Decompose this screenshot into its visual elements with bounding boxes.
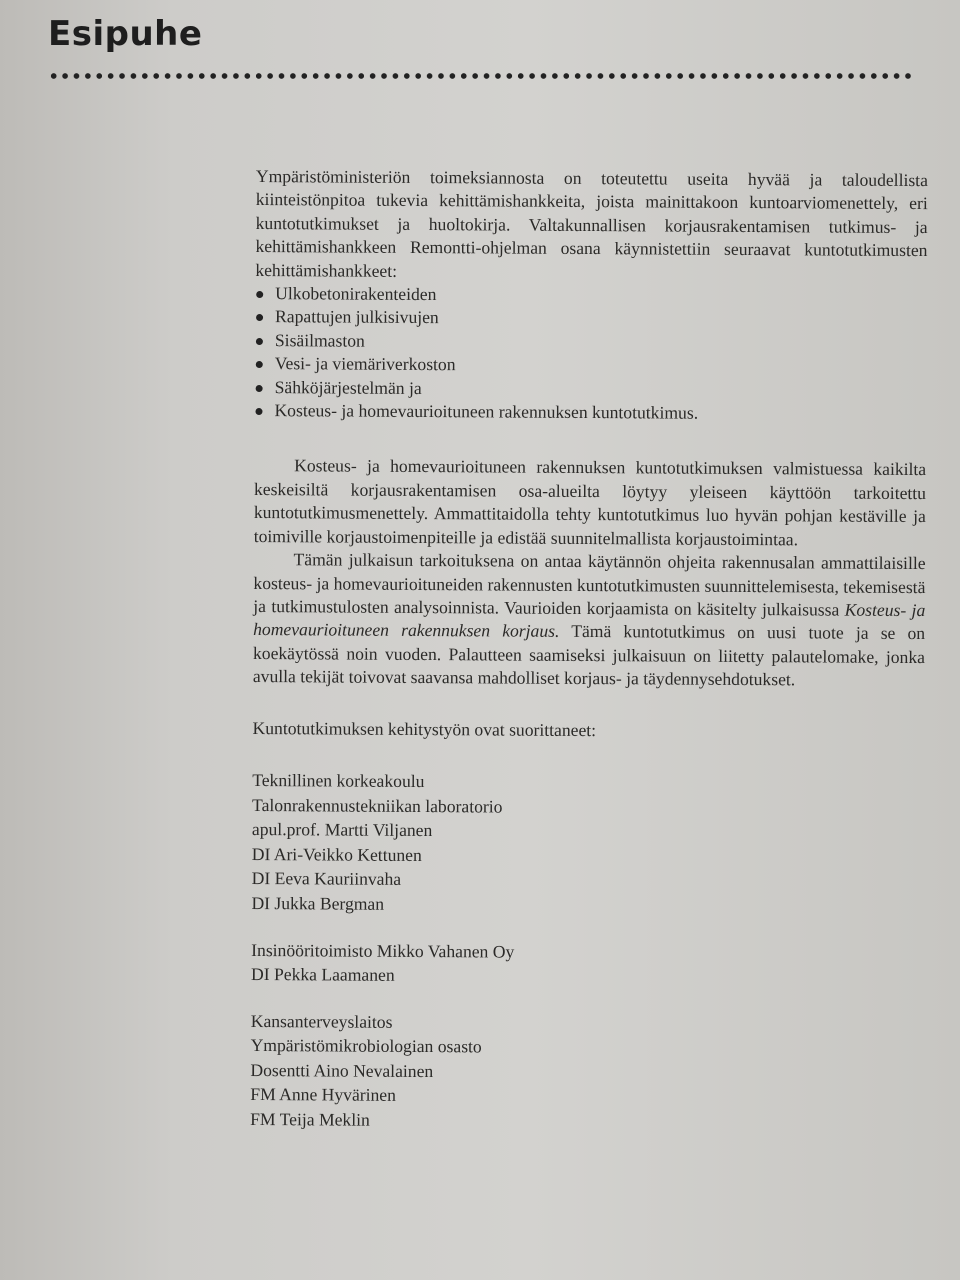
bullet-icon [256, 314, 263, 321]
list-item: Rapattujen julkisivujen [255, 305, 927, 333]
bullet-icon [256, 291, 263, 298]
contributor-group-ktl [250, 1009, 923, 1136]
contributor-name: FM Teija Meklin [250, 1109, 370, 1130]
list-item: Vesi- ja viemäriverkoston [255, 352, 927, 380]
contributor-group-tkk [251, 768, 924, 920]
contributor-group-vahanen [251, 937, 923, 990]
contributor-name: DI Eeva Kauriinvaha [251, 868, 402, 890]
contributor-name: apul.prof. Martti Viljanen [251, 819, 433, 841]
preface-body [250, 165, 928, 1136]
dotted-divider [48, 72, 916, 80]
contributor-name: DI Ari-Veikko Kettunen [251, 843, 422, 865]
department-name: Talonrakennustekniikan laboratorio [252, 794, 503, 817]
organization-name: Kansanterveyslaitos [250, 1010, 393, 1032]
organization-name: Teknillinen korkeakoulu [252, 769, 425, 791]
bullet-icon [256, 338, 263, 345]
list-item: Kosteus- ja homevaurioituneen rakennuksen kuntotutkimus. [254, 399, 926, 427]
bullet-icon [256, 385, 263, 392]
contributor-name: DI Pekka Laamanen [250, 964, 395, 985]
second-paragraph: Kosteus- ja homevaurioituneen rakennuksen kuntotutkimuksen valmistuessa kaikilta keskeisiltä korjausrakentamisen osa-alueilta löytyy yleiseen käyttöön tarkoitettu kuntotutkimusmenettely. Ammattitaidolla tehty kuntotutkimus luo hyvän pohjan kestäville ja toimiville korjaustoimenpiteille ja edistää suunnitelmallista korjaustoimintaa. [253, 455, 927, 550]
intro-paragraph: Ympäristöministeriön toimeksiannosta on toteutettu useita hyvää ja taloudellista kiinteistönpitoa tukevia kehittämishankkeita, joista mainittakoon kuntoarviomenettely, eri kuntotutkimukset ja huoltokirja. Valtakunnallisen korjausrakentamisen tutkimus- ja kehittämishankkeen Remontti-ohjelman osana käynnistettiin seuraavat kuntotutkimusten kehittämishankkeet: [255, 165, 928, 281]
list-item: Ulkobetonirakenteiden [255, 282, 927, 310]
contributor-name: DI Jukka Bergman [251, 892, 385, 914]
list-item: Sisäilmaston [255, 329, 927, 357]
third-paragraph: Tämän julkaisun tarkoituksena on antaa käytännön ohjeita rakennusalan ammattilaisille kosteus- ja homevaurioituneiden rakennusten kuntotutkimusten suunnittelemisesta, tekemisestä ja tutkimustulosten analysoinnista. Vaurioiden korjaamista on käsitelty julkaisussa Kosteus- ja homevaurioituneen rakennuksen korjaus. Tämä kuntotutkimus on uusi tuote ja se on koekäytössä noin vuoden. Palautteen saamiseksi julkaisuun on liitetty palautelomake, jonka avulla tekijät toivovat saavansa mahdolliset korjaus- ja täydennysehdotukset. [252, 549, 926, 690]
project-list [254, 282, 927, 427]
contributors-intro: Kuntotutkimuksen kehitystyön ovat suorittaneet: [252, 717, 597, 740]
bullet-icon [256, 361, 263, 368]
organization-name: Insinööritoimisto Mikko Vahanen Oy [251, 939, 515, 962]
contributor-name: FM Anne Hyvärinen [250, 1084, 397, 1106]
page-title: Esipuhe [48, 14, 203, 54]
bullet-icon [255, 408, 262, 415]
list-item: Sähköjärjestelmän ja [255, 376, 927, 404]
publication-title: Kosteus- ja homevaurioituneen rakennuksen korjaus. [253, 599, 926, 642]
contributor-name: Dosentti Aino Nevalainen [250, 1059, 434, 1081]
department-name: Ympäristömikrobiologian osasto [250, 1035, 482, 1057]
